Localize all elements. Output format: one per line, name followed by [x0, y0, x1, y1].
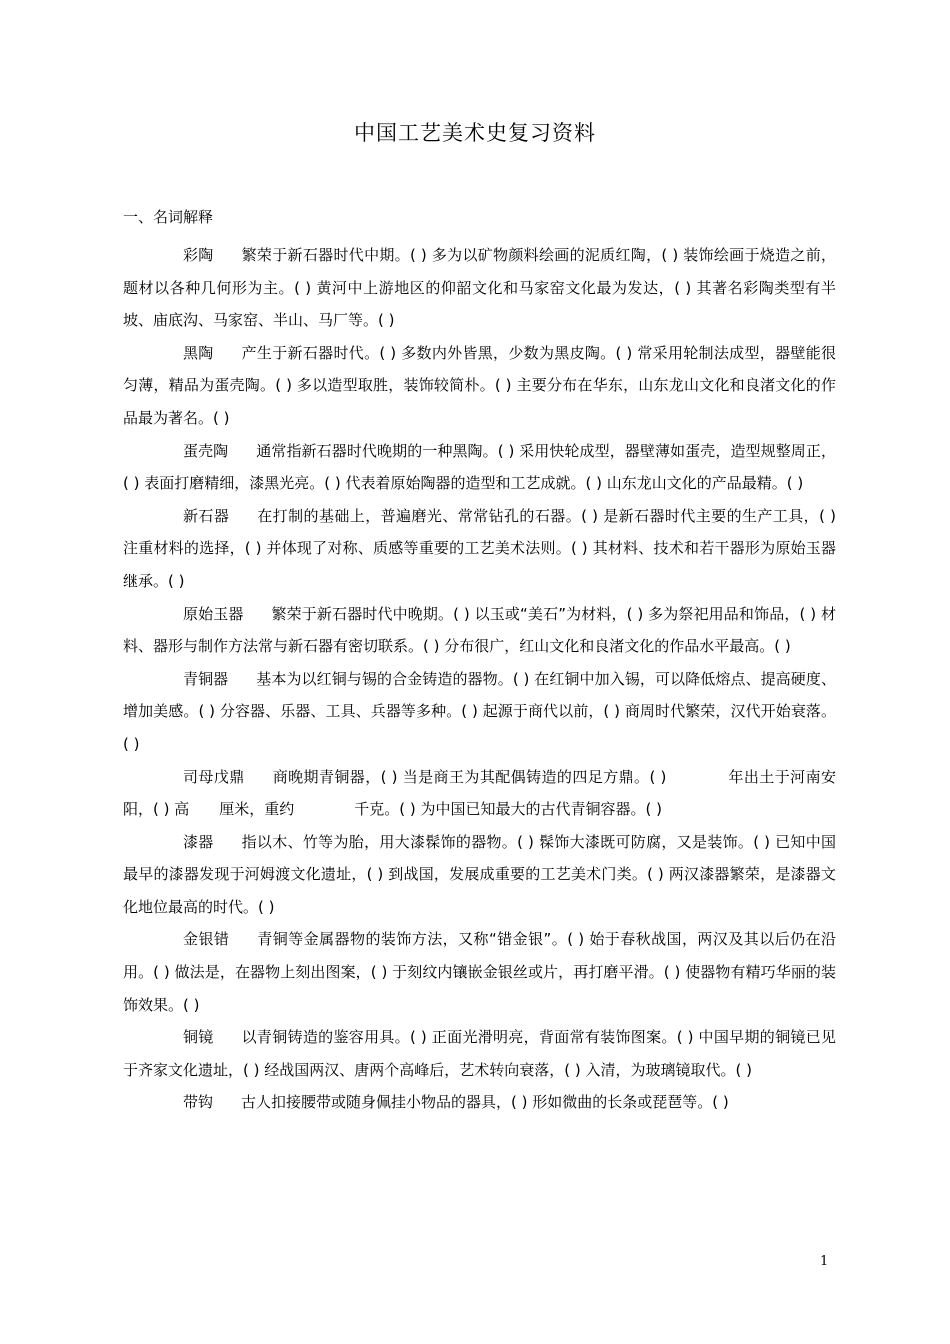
glossary-entry-yuanshi-yuqi [123, 598, 836, 663]
glossary-entry-danketao [123, 435, 836, 500]
entry-definition: 青铜等金属器物的装饰方法，又称“错金银”。( ) 始于春秋战国，两汉及其以后仍在沿用。( ) 做法是，在器物上刻出图案，( ) 于刻纹内镶嵌金银丝或片，再打磨平滑。( ) 使器物有精巧华丽的装饰效果。( ) [123, 930, 836, 1014]
entry-term: 彩陶 [183, 246, 214, 264]
entry-term: 新石器 [183, 506, 230, 525]
entry-term: 金银错 [183, 930, 230, 949]
page-title: 中国工艺美术史复习资料 [354, 121, 596, 145]
entry-term: 青铜器 [183, 669, 229, 688]
glossary-list [123, 239, 836, 1119]
entry-term: 蛋壳陶 [183, 441, 229, 460]
entry-term: 带钩 [183, 1093, 214, 1112]
glossary-entry-xinshiqi [123, 500, 836, 598]
entry-term: 漆器 [183, 832, 214, 851]
glossary-entry-tongjing [123, 1021, 836, 1086]
entry-definition: 指以木、竹等为胎，用大漆髹饰的器物。( ) 髹饰大漆既可防腐，又是装饰。( ) 已知中国最早的漆器发现于河姆渡文化遗址，( ) 到战国，发展成重要的工艺美术门类。( ) 两汉漆器繁荣，是漆器文化地位最高的时代。( ) [123, 832, 836, 916]
entry-definition: 古人扣接腰带或随身佩挂小物品的器具，( ) 形如微曲的长条或琵琶等。( ) [241, 1093, 729, 1112]
entry-term: 原始玉器 [183, 604, 244, 623]
glossary-entry-heitao [123, 337, 836, 435]
glossary-entry-caitao [123, 239, 836, 337]
glossary-entry-jinyincuo [123, 923, 836, 1021]
glossary-entry-daigou [123, 1086, 836, 1119]
glossary-entry-qingtongqi [123, 663, 836, 761]
section-heading: 一、名词解释 [123, 208, 214, 226]
entry-definition: 基本为以红铜与锡的合金铸造的器物。( ) 在红铜中加入锡，可以降低熔点、提高硬度、增加美感。( ) 分容器、乐器、工具、兵器等多种。( ) 起源于商代以前，( ) 商周时代繁荣，汉代开始衰落。( ) [123, 669, 836, 753]
entry-definition: 繁荣于新石器时代中期。( ) 多为以矿物颜料绘画的泥质红陶，( ) 装饰绘画于烧造之前，题材以各种几何形为主。( ) 黄河中上游地区的仰韶文化和马家窑文化最为发达，( ) 其著名彩陶类型有半坡、庙底沟、马家窑、半山、马厂等。( ) [123, 246, 836, 330]
entry-definition: 繁荣于新石器时代中晚期。( ) 以玉或“美石”为材料，( ) 多为祭祀用品和饰品，( ) 材料、器形与制作方法常与新石器有密切联系。( ) 分布很广，红山文化和良渚文化的作品水平最高。( ) [123, 604, 836, 656]
entry-definition: 在打制的基础上，普遍磨光、常常钻孔的石器。( ) 是新石器时代主要的生产工具，( ) 注重材料的选择，( ) 并体现了对称、质感等重要的工艺美术法则。( ) 其材料、技术和若干器形为原始玉器继承。( ) [123, 506, 836, 590]
entry-term: 司母戊鼎 [183, 767, 245, 786]
entry-definition: 商晚期青铜器，( ) 当是商王为其配偶铸造的四足方鼎。( ) 年出土于河南安阳，( ) 高 厘米，重约 千克。( ) 为中国已知最大的古代青铜容器。( ) [123, 767, 836, 819]
entry-term: 黑陶 [183, 343, 214, 362]
entry-term: 铜镜 [183, 1028, 214, 1047]
entry-definition: 通常指新石器时代晚期的一种黑陶。( ) 采用快轮成型，器壁薄如蛋壳，造型规整周正，( ) 表面打磨精细，漆黑光亮。( ) 代表着原始陶器的造型和工艺成就。( ) 山东龙山文化的产品最精。( ) [123, 441, 836, 493]
page-number: 1 [820, 1254, 829, 1269]
entry-definition: 以青铜铸造的鉴容用具。( ) 正面光滑明亮，背面常有装饰图案。( ) 中国早期的铜镜已见于齐家文化遗址，( ) 经战国两汉、唐两个高峰后，艺术转向衰落，( ) 入清，为玻璃镜取代。( ) [123, 1028, 836, 1079]
glossary-entry-simuwuding [123, 761, 836, 826]
glossary-entry-qiqi [123, 826, 836, 924]
entry-definition: 产生于新石器时代。( ) 多数内外皆黑，少数为黑皮陶。( ) 常采用轮制法成型，器壁能很匀薄，精品为蛋壳陶。( ) 多以造型取胜，装饰较简朴。( ) 主要分布在华东，山东龙山文化和良渚文化的作品最为著名。( ) [123, 343, 836, 427]
